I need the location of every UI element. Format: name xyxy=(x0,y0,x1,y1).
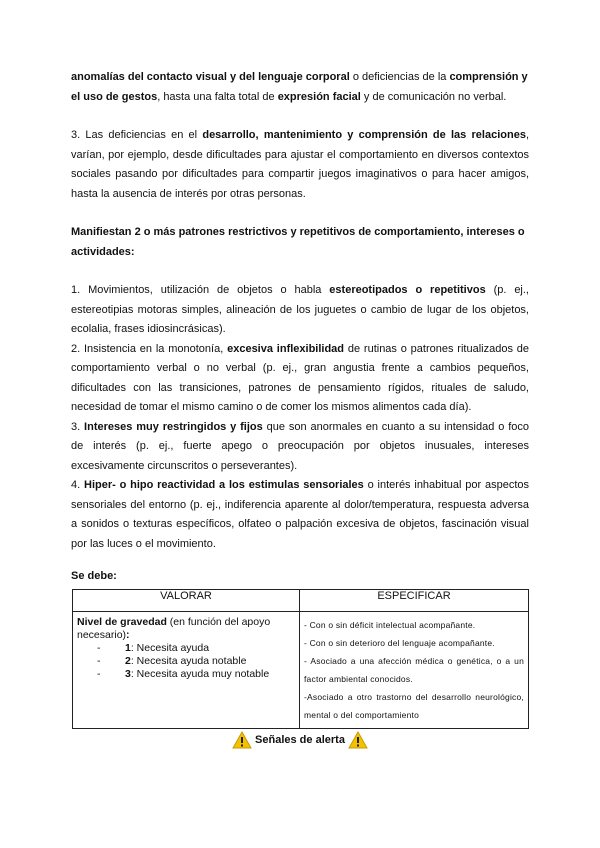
bold-phrase: desarrollo, mantenimiento y comprensión de las relaciones xyxy=(202,129,526,141)
assessment-table xyxy=(72,589,529,729)
bold-phrase: expresión facial xyxy=(277,90,361,103)
bold-phrase: anomalías del contacto visual y del lenguaje corporal xyxy=(71,71,350,83)
list-item: - Con o sin déficit intelectual acompañante. xyxy=(304,620,476,630)
section-heading: Manifiestan 2 o más patrones restrictivos y repetitivos de comportamiento, intereses o actividades: xyxy=(71,226,525,258)
alert-label: Señales de alerta xyxy=(255,733,345,746)
warning-icon xyxy=(348,731,368,749)
list-item: - Con o sin deterioro del lenguaje acompañante. xyxy=(304,638,495,648)
paragraph-nonverbal: anomalías del contacto visual y del lenguaje corporal o deficiencias de la comprensión y el uso de gestos, hasta una falta total de expresión facial y de comunicación no verbal. xyxy=(71,71,528,103)
alert-heading xyxy=(0,731,600,749)
list-item: - 1: Necesita ayuda xyxy=(97,642,210,654)
column-header-especificar: ESPECIFICAR xyxy=(300,590,529,612)
list-item: - 2: Necesita ayuda notable xyxy=(97,655,247,667)
list-item: - 3: Necesita ayuda muy notable xyxy=(97,668,270,680)
warning-icon xyxy=(232,731,252,749)
se-debe-label: Se debe: xyxy=(71,570,117,582)
list-item: 4. Hiper- o hipo reactividad a los estimulas sensoriales o interés inhabitual por aspectos sensoriales del entorno (p. ej., indiferencia aparente al dolor/temperatura, respuesta adversa a sonidos o texturas específicos, olfateo o palpación excesiva de objetos, fascinación visual por las luces o el movimiento. xyxy=(71,479,530,550)
list-item: 1. Movimientos, utilización de objetos o habla estereotipados o repetitivos (p. ej., estereotipias motoras simples, alineación de los juguetes o cambio de lugar de los objetos, ecolalia, frases idiosincrásicas). xyxy=(71,284,529,335)
specify-cell xyxy=(300,612,529,729)
list-item: -Asociado a otro trastorno del desarrollo neurológico, mental o del comportamiento xyxy=(304,692,524,720)
list-item: 2. Insistencia en la monotonía, excesiva inflexibilidad de rutinas o patrones ritualizados de comportamiento verbal o no verbal (p. ej., gran angustia frente a cambios pequeños, dificultades con las transiciones, patrones de pensamiento rígidos, rituales de saludo, necesidad de tomar el mismo camino o de comer los mismos alimentos cada día). xyxy=(71,342,530,413)
bold-phrase: comprensión y el uso de gestos xyxy=(71,71,528,103)
list-item: 3. Intereses muy restringidos y fijos que son anormales en cuanto a su intensidad o foco de interés (p. ej., fuerte apego o preocupación por objetos inusuales, intereses excesivamente circunscritos o perseverantes). xyxy=(71,420,529,472)
severity-cell: Nivel de gravedad (en función del apoyo necesario): - 1: Necesita ayuda - 2: Necesita ayuda notable - 3: Necesita ayuda muy notable xyxy=(73,612,300,729)
criteria-list xyxy=(71,281,529,554)
paragraph-relations: 3. Las deficiencias en el desarrollo, mantenimiento y comprensión de las relaciones, varían, por ejemplo, desde dificultades para ajustar el comportamiento en diversos contextos sociales pasando por dificultades para compartir juegos imaginativos o para hacer amigos, hasta la ausencia de interés por otras personas. xyxy=(71,129,529,200)
list-item: - Asociado a una afección médica o genética, o a un factor ambiental conocidos. xyxy=(304,656,524,684)
column-header-valorar: VALORAR xyxy=(73,590,300,612)
